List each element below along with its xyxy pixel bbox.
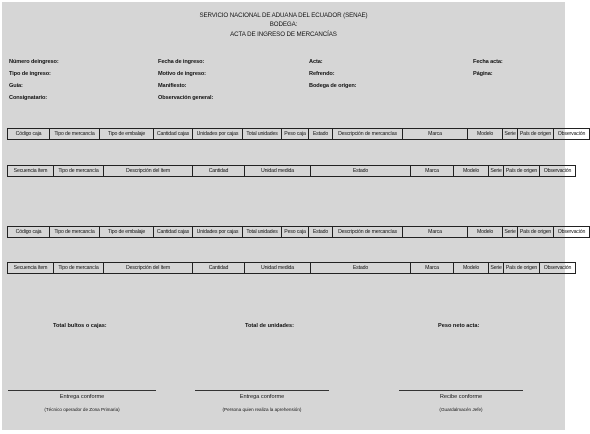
col-total-unidades: Total unidades [243,227,282,238]
col-estado: Estado [311,166,411,177]
col-observacion: Observación [554,227,590,238]
field-motivo-ingreso: Motivo de ingreso: [158,71,206,77]
field-pagina: Página: [473,71,493,77]
col-modelo: Modelo [454,166,489,177]
col-tipo-mercancia: Tipo de mercancía [50,227,100,238]
header-agency: SERVICIO NACIONAL DE ADUANA DEL ECUADOR (SENAE) [199,12,368,19]
header-title: ACTA DE INGRESO DE MERCANCÍAS [230,31,337,38]
table-header-row [8,166,576,177]
col-observacion: Observación [540,166,576,177]
col-marca: Marca [403,129,468,140]
signature-subtitle-3: (Guardalmacén Jefe) [439,407,483,412]
total-unidades-label: Total de unidades: [245,323,294,329]
field-bodega-origen: Bodega de origen: [309,83,357,89]
field-fecha-acta: Fecha acta: [473,59,503,65]
table-header-row [8,263,576,274]
col-cantidad: Cantidad [193,263,245,274]
col-descripcion-item: Descripción del ítem [104,263,193,274]
col-unidades-por-cajas: Unidades por cajas [193,129,243,140]
col-tipo-mercancia: Tipo de mercancía [54,263,104,274]
col-tipo-embalaje: Tipo de embalaje [100,129,154,140]
col-tipo-embalaje: Tipo de embalaje [100,227,154,238]
field-tipo-ingreso: Tipo de ingreso: [9,71,51,77]
col-pais-origen: País de origen [518,129,554,140]
col-modelo: Modelo [468,227,503,238]
field-consignatario: Consignatario: [9,95,48,101]
field-fecha-ingreso: Fecha de ingreso: [158,59,205,65]
acta-document [2,2,586,430]
col-descripcion-mercancias: Descripción de mercancías [333,227,403,238]
col-cantidad-cajas: Cantidad cajas [154,129,193,140]
col-serie: Serie [503,129,518,140]
signature-line-2 [195,390,329,391]
col-peso-caja: Peso caja [282,227,309,238]
table-header-row [8,227,590,238]
col-cantidad: Cantidad [193,166,245,177]
table-header-row [8,129,590,140]
field-guia: Guía: [9,83,23,89]
col-modelo: Modelo [468,129,503,140]
col-codigo-caja: Código caja [8,227,50,238]
item-table-1 [7,165,576,177]
box-table-1 [7,128,590,140]
col-unidad-medida: Unidad medida [245,263,311,274]
col-serie: Serie [489,166,504,177]
col-observacion: Observación [554,129,590,140]
col-estado: Estado [309,227,333,238]
col-tipo-mercancia: Tipo de mercancía [54,166,104,177]
col-unidad-medida: Unidad medida [245,166,311,177]
signature-line-1 [8,390,156,391]
col-marca: Marca [411,166,454,177]
signature-title-2: Entrega conforme [239,394,285,400]
col-pais-origen: País de origen [518,227,554,238]
header-bodega: BODEGA: [269,21,298,28]
signature-title-1: Entrega conforme [59,394,105,400]
signature-subtitle-2: (Persona quien realiza la aprehensión) [222,407,302,412]
col-secuencia-item: Secuencia ítem [8,166,54,177]
box-table-2 [7,226,590,238]
signature-title-3: Recibe conforme [439,394,483,400]
col-marca: Marca [411,263,454,274]
signature-line-3 [399,390,523,391]
col-marca: Marca [403,227,468,238]
col-pais-origen: País de origen [504,166,540,177]
col-pais-origen: País de origen [504,263,540,274]
col-serie: Serie [503,227,518,238]
signature-subtitle-1: (Técnico operador de Zona Primaria) [44,407,120,412]
col-unidades-por-cajas: Unidades por cajas [193,227,243,238]
field-observacion-general: Observación general: [158,95,214,101]
peso-neto-label: Peso neto acta: [438,323,480,329]
field-refrendo: Refrendo: [309,71,335,77]
col-codigo-caja: Código caja [8,129,50,140]
col-total-unidades: Total unidades [243,129,282,140]
col-descripcion-item: Descripción del ítem [104,166,193,177]
col-tipo-mercancia: Tipo de mercancía [50,129,100,140]
col-descripcion-mercancias: Descripción de mercancías [333,129,403,140]
total-bultos-label: Total bultos o cajas: [53,323,107,329]
col-estado: Estado [309,129,333,140]
col-cantidad-cajas: Cantidad cajas [154,227,193,238]
field-manifiesto: Manifiesto: [158,83,187,89]
item-table-2 [7,262,576,274]
col-observacion: Observación [540,263,576,274]
col-estado: Estado [311,263,411,274]
field-numero-ingreso: Número deingreso: [9,59,59,65]
col-serie: Serie [489,263,504,274]
field-acta: Acta: [309,59,323,65]
col-modelo: Modelo [454,263,489,274]
col-peso-caja: Peso caja [282,129,309,140]
col-secuencia-item: Secuencia ítem [8,263,54,274]
